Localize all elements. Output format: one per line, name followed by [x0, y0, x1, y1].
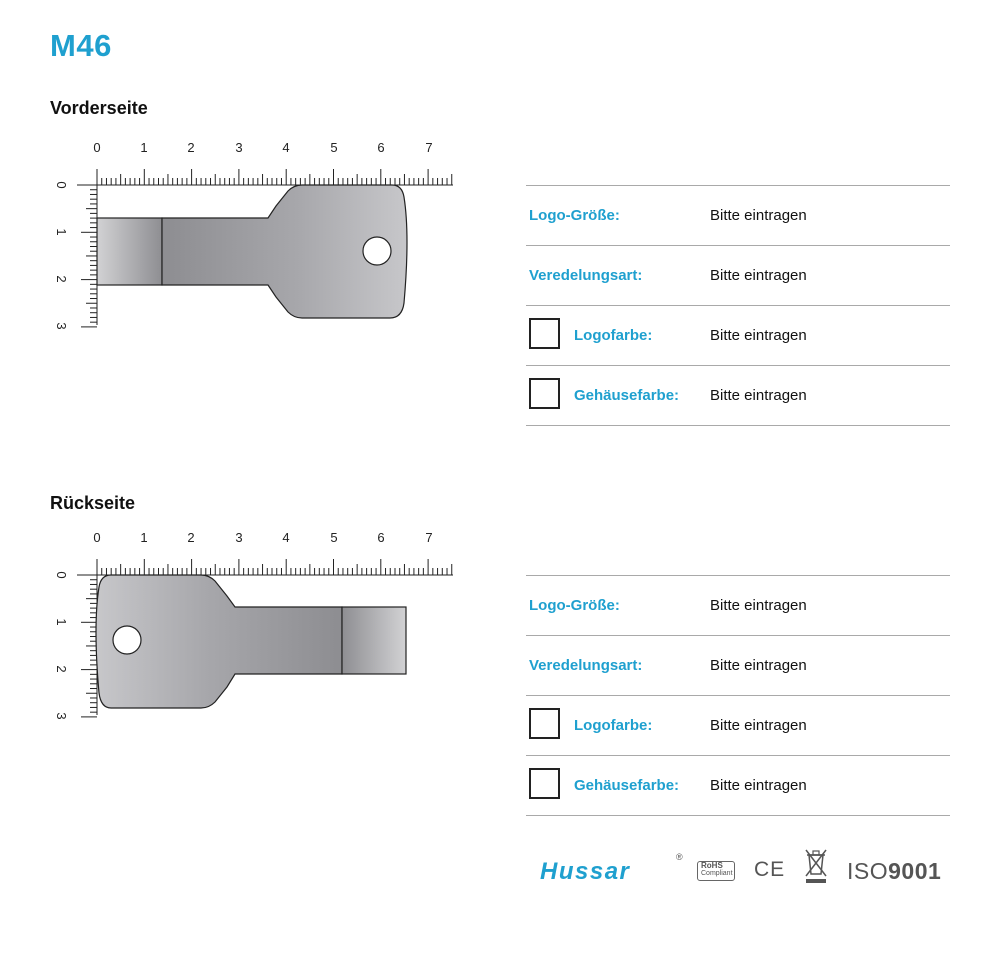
- registered-mark: ®: [676, 852, 683, 862]
- ruler-label: 4: [282, 530, 290, 545]
- ruler-label: 2: [54, 275, 69, 283]
- logo-size-label: Logo-Größe:: [529, 597, 620, 614]
- logo-size-value[interactable]: Bitte eintragen: [710, 597, 807, 614]
- key-ring-hole: [363, 237, 391, 265]
- ruler-label: 3: [54, 712, 69, 720]
- ruler-label: 4: [282, 140, 290, 155]
- usb-key-back: [96, 575, 406, 708]
- back-form: [526, 575, 950, 816]
- ruler-label: 1: [140, 140, 148, 155]
- front-key-drawing: [40, 135, 470, 335]
- certification-logos: [540, 848, 940, 888]
- key-ring-hole: [113, 626, 141, 654]
- ruler-vertical-labels: [54, 181, 69, 329]
- ruler-label: 1: [140, 530, 148, 545]
- form-row-logo-size: [526, 185, 950, 245]
- housing-color-swatch-box[interactable]: [529, 768, 560, 799]
- ruler-vertical: [81, 185, 97, 327]
- ruler-label: 1: [54, 228, 69, 236]
- iso-9001-logo: [847, 858, 941, 885]
- ruler-label: 6: [377, 140, 385, 155]
- form-row-logo-color: [526, 305, 950, 365]
- ruler-label: 2: [187, 140, 195, 155]
- ruler-label: 0: [54, 571, 69, 579]
- usb-key-front: [97, 185, 407, 318]
- form-row-logo-size: [526, 575, 950, 635]
- housing-color-value[interactable]: Bitte eintragen: [710, 387, 807, 404]
- form-row-logo-color: [526, 695, 950, 755]
- logo-color-swatch-box[interactable]: [529, 318, 560, 349]
- front-section-title: Vorderseite: [50, 98, 148, 118]
- ruler-label: 3: [235, 140, 243, 155]
- logo-color-label: Logofarbe:: [574, 327, 653, 344]
- housing-color-value[interactable]: Bitte eintragen: [710, 777, 807, 794]
- iso-number: 9001: [888, 858, 942, 884]
- rohs-text: RoHS: [701, 861, 723, 870]
- ce-mark: CE: [754, 858, 786, 881]
- back-key-drawing: [40, 525, 470, 725]
- ruler-label: 7: [425, 140, 433, 155]
- form-row-housing-color: [526, 755, 950, 816]
- logo-size-value[interactable]: Bitte eintragen: [710, 207, 807, 224]
- ruler-label: 2: [187, 530, 195, 545]
- ruler-horizontal: [77, 559, 453, 575]
- logo-color-label: Logofarbe:: [574, 717, 653, 734]
- usb-connector: [97, 218, 162, 285]
- finishing-label: Veredelungsart:: [529, 267, 643, 284]
- logo-color-swatch-box[interactable]: [529, 708, 560, 739]
- back-section-title: Rückseite: [50, 493, 136, 513]
- form-row-finishing: [526, 635, 950, 695]
- housing-color-label: Gehäusefarbe:: [574, 777, 680, 794]
- iso-prefix: ISO: [847, 858, 889, 884]
- rohs-compliant-text: Compliant: [701, 870, 733, 877]
- housing-color-swatch-box[interactable]: [529, 378, 560, 409]
- weee-bin-icon: [803, 848, 829, 884]
- ruler-label: 5: [330, 530, 338, 545]
- ruler-horizontal: [77, 169, 453, 185]
- ruler-label: 6: [377, 530, 385, 545]
- ruler-horizontal-labels: [93, 530, 432, 545]
- logo-color-value[interactable]: Bitte eintragen: [710, 717, 807, 734]
- ruler-label: 0: [93, 530, 101, 545]
- finishing-value[interactable]: Bitte eintragen: [710, 267, 807, 284]
- finishing-value[interactable]: Bitte eintragen: [710, 657, 807, 674]
- rohs-compliant-logo: [697, 861, 735, 881]
- ruler-label: 1: [54, 618, 69, 626]
- form-row-housing-color: [526, 365, 950, 426]
- ruler-label: 0: [93, 140, 101, 155]
- finishing-label: Veredelungsart:: [529, 657, 643, 674]
- ruler-label: 0: [54, 181, 69, 189]
- usb-connector: [342, 607, 406, 674]
- ruler-horizontal-labels: [93, 140, 432, 155]
- model-title: M46: [50, 28, 112, 63]
- front-form: [526, 185, 950, 426]
- ruler-vertical: [81, 575, 97, 717]
- ruler-label: 5: [330, 140, 338, 155]
- ruler-vertical-labels: [54, 571, 69, 719]
- hussar-logo: Hussar: [540, 858, 631, 885]
- ruler-label: 3: [54, 322, 69, 330]
- ruler-label: 2: [54, 665, 69, 673]
- ruler-label: 3: [235, 530, 243, 545]
- ruler-label: 7: [425, 530, 433, 545]
- housing-color-label: Gehäusefarbe:: [574, 387, 680, 404]
- logo-color-value[interactable]: Bitte eintragen: [710, 327, 807, 344]
- logo-size-label: Logo-Größe:: [529, 207, 620, 224]
- form-row-finishing: [526, 245, 950, 305]
